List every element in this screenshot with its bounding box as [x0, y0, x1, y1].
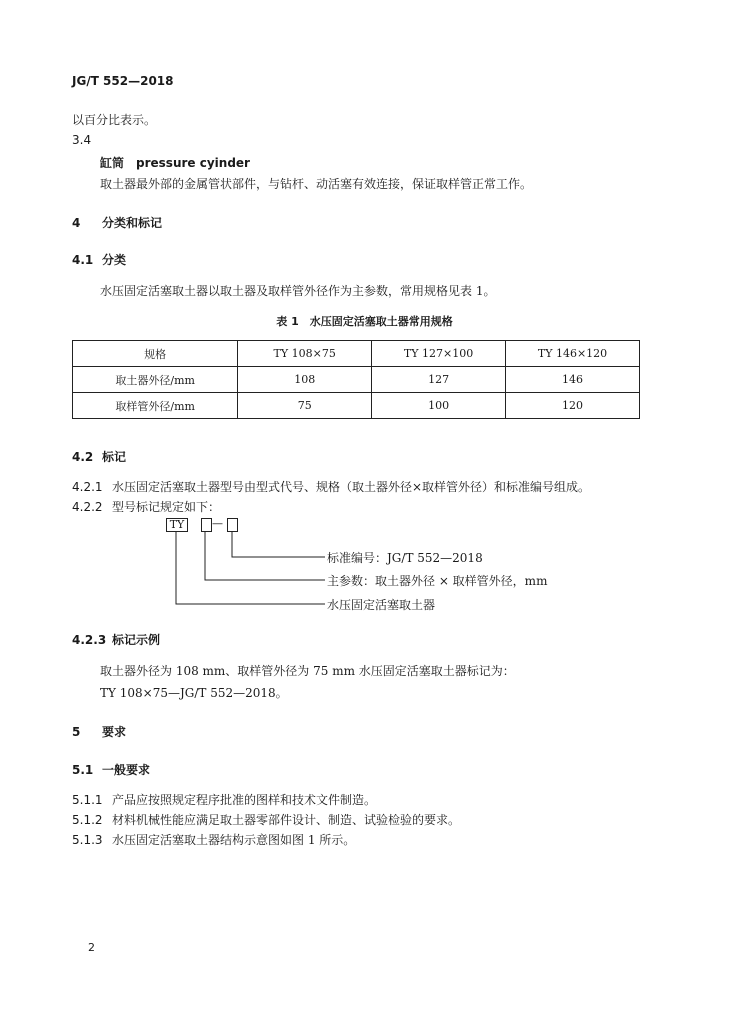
table-1-caption: 表 1 水压固定活塞取土器常用规格 — [276, 315, 453, 328]
section-4-2-1-number: 4.2.1 — [72, 480, 103, 494]
section-4-1-text: 水压固定活塞取土器以取土器及取样管外径作为主参数，常用规格见表 1。 — [100, 284, 496, 298]
section-4-1-title: 分类 — [102, 253, 127, 267]
type-code-box: TY — [166, 518, 188, 532]
section-4-2-2-text: 型号标记规定如下： — [112, 500, 221, 514]
table-header-cell: TY 127×100 — [372, 341, 506, 367]
section-5-1-1 — [72, 791, 376, 808]
section-4-2-title: 标记 — [102, 450, 127, 464]
section-5-1-1-text: 产品应按照规定程序批准的图样和技术文件制造。 — [112, 793, 377, 807]
page-number: 2 — [88, 941, 95, 954]
section-5-1-3-number: 5.1.3 — [72, 833, 103, 847]
section-5-heading — [72, 723, 126, 740]
section-4-2-1-text: 水压固定活塞取土器型号由型式代号、规格（取土器外径×取样管外径）和标准编号组成。 — [112, 480, 591, 494]
section-3-4-number: 3.4 — [72, 133, 92, 147]
section-4-1-number: 4.1 — [72, 253, 94, 267]
table-header-cell: 规格 — [73, 341, 238, 367]
section-4-2-2-number: 4.2.2 — [72, 500, 103, 514]
section-5-1-2-text: 材料机械性能应满足取土器零部件设计、制造、试验检验的要求。 — [112, 813, 461, 827]
section-5-number: 5 — [72, 725, 81, 739]
table-cell: 取土器外径/mm — [73, 367, 238, 393]
section-5-1-title: 一般要求 — [102, 763, 151, 777]
table-cell: 取样管外径/mm — [73, 393, 238, 419]
term-chinese: 缸筒 — [100, 156, 125, 170]
section-4-2-3-heading — [72, 631, 160, 648]
table-cell: 100 — [372, 393, 506, 419]
section-4-2-3-text: 取土器外径为 108 mm、取样管外径为 75 mm 水压固定活塞取土器标记为： — [100, 664, 515, 678]
marking-example: TY 108×75—JG/T 552—2018。 — [100, 686, 288, 700]
section-4-2-number: 4.2 — [72, 450, 94, 464]
section-5-title: 要求 — [102, 725, 127, 739]
term-english: pressure cyinder — [136, 156, 250, 170]
label-main-parameters: 主参数：取土器外径 × 取样管外径，mm — [327, 574, 548, 588]
table-cell: 75 — [238, 393, 372, 419]
table-cell: 146 — [506, 367, 640, 393]
label-product-name: 水压固定活塞取土器 — [327, 598, 436, 612]
table-cell: 127 — [372, 367, 506, 393]
table-cell: 108 — [238, 367, 372, 393]
diagram-dash: — — [212, 517, 223, 530]
table-header-cell: TY 108×75 — [238, 341, 372, 367]
table-cell: 120 — [506, 393, 640, 419]
section-4-title: 分类和标记 — [102, 216, 163, 230]
continuation-text: 以百分比表示。 — [72, 113, 157, 127]
section-4-2-3-title: 标记示例 — [112, 633, 161, 647]
section-5-1-heading — [72, 761, 150, 778]
table-header-cell: TY 146×120 — [506, 341, 640, 367]
section-5-1-1-number: 5.1.1 — [72, 793, 103, 807]
section-5-1-3 — [72, 831, 355, 848]
label-standard-number: 标准编号：JG/T 552—2018 — [327, 551, 483, 565]
section-5-1-2 — [72, 811, 460, 828]
term-definition: 取土器最外部的金属管状部件，与钻杆、动活塞有效连接，保证取样管正常工作。 — [100, 177, 533, 191]
document-header-id: JG/T 552—2018 — [72, 74, 174, 88]
section-5-1-number: 5.1 — [72, 763, 94, 777]
section-4-number: 4 — [72, 216, 81, 230]
section-5-1-2-number: 5.1.2 — [72, 813, 103, 827]
section-4-2-3-number: 4.2.3 — [72, 633, 107, 647]
section-5-1-3-text: 水压固定活塞取土器结构示意图如图 1 所示。 — [112, 833, 356, 847]
